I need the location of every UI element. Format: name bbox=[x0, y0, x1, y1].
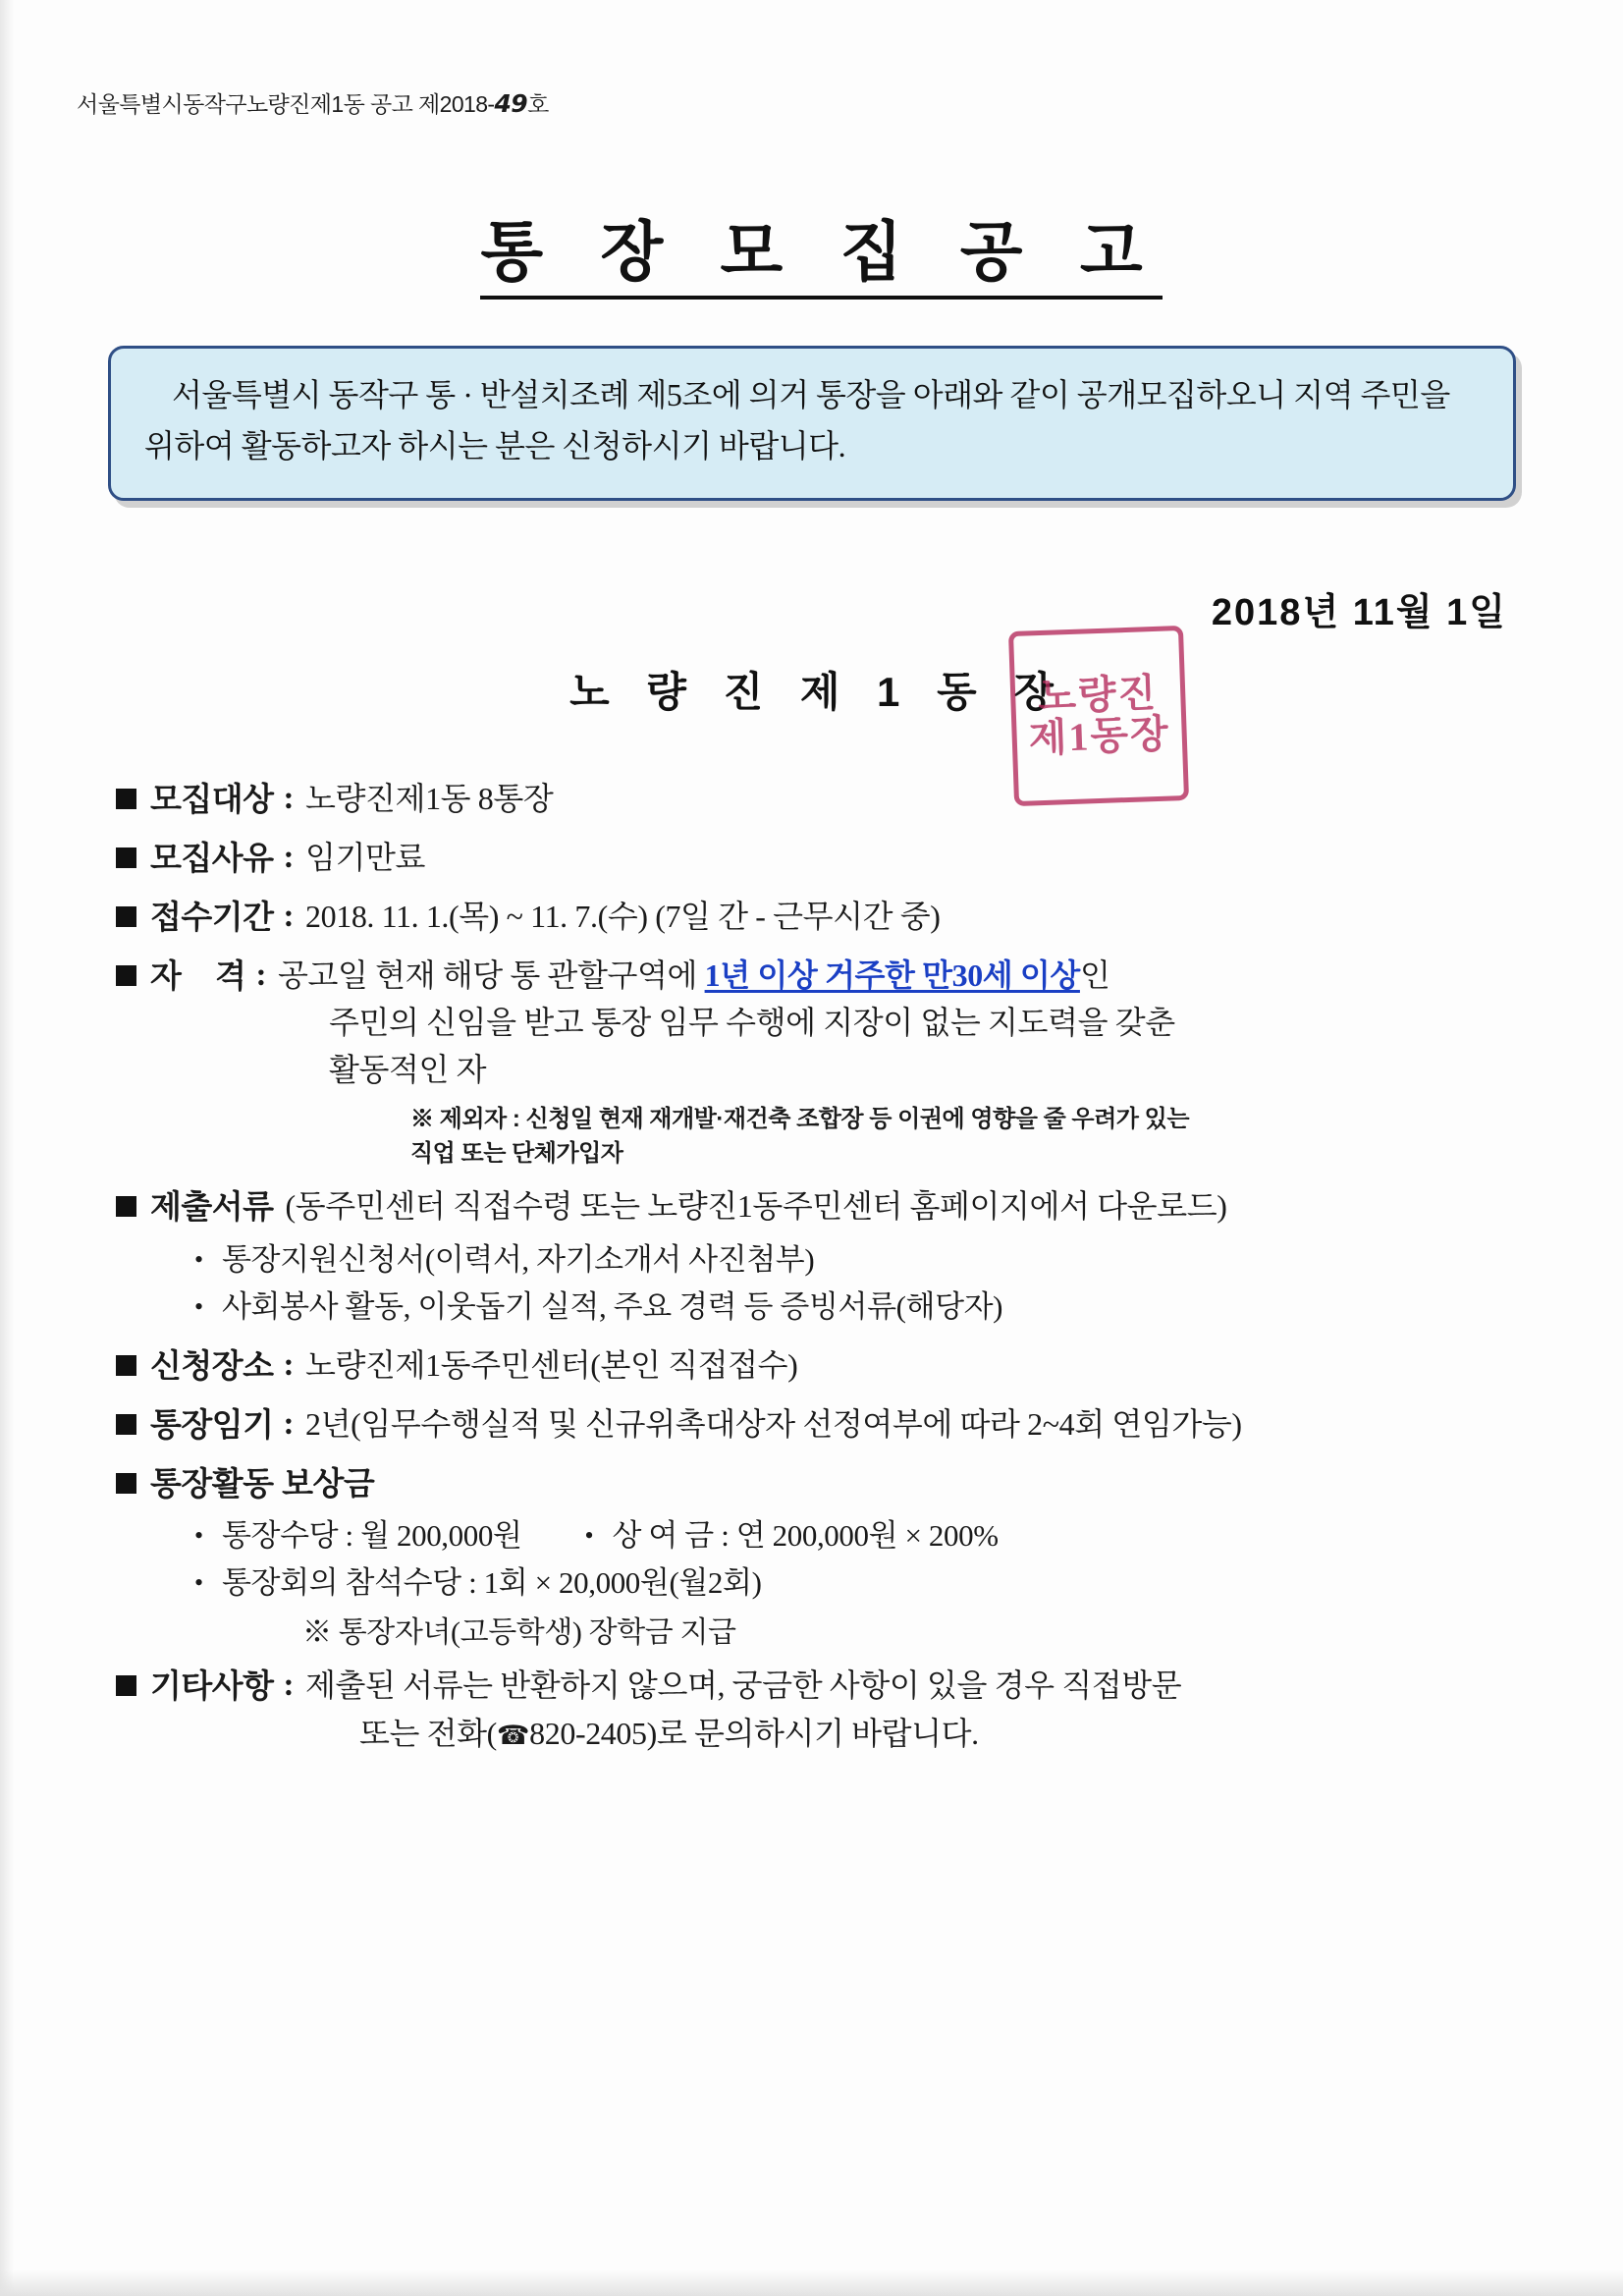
bullet-square-icon bbox=[116, 1414, 136, 1435]
bullet-square-icon bbox=[116, 1196, 136, 1217]
qualification-pre: 공고일 현재 해당 통 관할구역에 bbox=[277, 957, 705, 993]
item-colon: : bbox=[283, 1346, 295, 1383]
item-value: 노량진제1동주민센터(본인 직접접수) bbox=[305, 1346, 798, 1383]
qualification-highlight: 1년 이상 거주한 만30세 이상 bbox=[704, 957, 1080, 993]
item-recruit-target bbox=[116, 776, 1520, 823]
item-label: 접수기간 bbox=[150, 898, 274, 935]
seal-line-2: 제1동장 bbox=[1028, 711, 1171, 761]
item-colon: : bbox=[283, 1667, 295, 1703]
phone-icon: ☎ bbox=[496, 1721, 530, 1752]
item-label: 통장임기 bbox=[150, 1405, 274, 1443]
item-colon: : bbox=[283, 898, 295, 934]
bullet-square-icon bbox=[116, 1473, 136, 1494]
item-value: 2018. 11. 1.(목) ~ 11. 7.(수) (7일 간 - 근무시간 중) bbox=[305, 898, 941, 934]
compensation-pay-row bbox=[194, 1512, 1520, 1559]
scan-edge-bottom bbox=[0, 2270, 1623, 2296]
qualification-post: 인 bbox=[1079, 957, 1110, 993]
item-value: 임기만료 bbox=[305, 839, 426, 875]
notice-text: 서울특별시 동작구 통 · 반설치조례 제5조에 의거 통장을 아래와 같이 공개모집하오니 지역 주민을 위하여 활동하고자 하시는 분은 신청하시기 바랍니다. bbox=[144, 377, 1450, 464]
item-required-documents bbox=[116, 1183, 1520, 1331]
item-value: 2년(임무수행실적 및 신규위촉대상자 선정여부에 따라 2~4회 연임가능) bbox=[305, 1405, 1242, 1442]
list-item: • 사회봉사 활동, 이웃돕기 실적, 주요 경력 등 증빙서류(해당자) bbox=[194, 1284, 1520, 1331]
compensation-sub-note: ※ 통장자녀(고등학생) 장학금 지급 bbox=[302, 1615, 736, 1649]
item-label: 기타사항 bbox=[150, 1667, 274, 1704]
item-label: 모집대상 bbox=[150, 781, 274, 817]
item-application-place bbox=[116, 1342, 1520, 1390]
item-label: 통장활동 보상금 bbox=[150, 1464, 375, 1502]
issue-date: 2018년 11월 1일 bbox=[1211, 592, 1507, 633]
bullet-square-icon bbox=[116, 906, 136, 927]
item-colon: : bbox=[255, 957, 266, 993]
other-notes-line-2 bbox=[359, 1709, 1520, 1754]
page-title-text: 통 장 모 집 공 고 bbox=[480, 215, 1162, 300]
required-documents-note: (동주민센터 직접수령 또는 노량진1동주민센터 홈페이지에서 다운로드) bbox=[285, 1187, 1227, 1224]
required-documents-list bbox=[194, 1236, 1520, 1331]
qualification-exclusion-line-1: ※ 제외자 : 신청일 현재 재개발·재건축 조합장 등 이권에 영향을 줄 우려가 있는 bbox=[410, 1106, 1190, 1133]
item-label: 자 격 bbox=[150, 957, 246, 994]
document-number-prefix: 서울특별시동작구노량진제1동 공고 제2018- bbox=[77, 91, 495, 117]
item-other-notes bbox=[116, 1663, 1520, 1755]
other-notes-pre: 또는 전화( bbox=[359, 1716, 497, 1752]
item-value bbox=[278, 953, 1110, 998]
item-value: 제출된 서류는 반환하지 않으며, 궁금한 사항이 있을 경우 직접방문 bbox=[305, 1667, 1182, 1703]
compensation-list bbox=[194, 1512, 1520, 1650]
bullet-square-icon bbox=[116, 789, 136, 809]
item-recruit-reason bbox=[116, 835, 1520, 882]
bullet-square-icon bbox=[116, 1355, 136, 1376]
list-item: • 통장회의 참석수당 : 1회 × 20,000원(월2회) bbox=[194, 1559, 1520, 1607]
item-label: 신청장소 bbox=[150, 1346, 274, 1384]
scan-edge-left bbox=[0, 0, 14, 2296]
document-number bbox=[77, 86, 549, 119]
item-colon: : bbox=[283, 781, 295, 816]
bullet-square-icon bbox=[116, 965, 136, 986]
list-item: • 통장수당 : 월 200,000원 bbox=[194, 1512, 522, 1559]
notice-box bbox=[108, 346, 1516, 501]
page-title bbox=[0, 199, 1623, 293]
document-number-suffix: 호 bbox=[527, 91, 549, 117]
list-item: • 상 여 금 : 연 200,000원 × 200% bbox=[585, 1512, 999, 1559]
item-term-of-office bbox=[116, 1401, 1520, 1449]
item-label: 제출서류 bbox=[150, 1187, 274, 1225]
other-notes-phone: 820-2405 bbox=[529, 1716, 647, 1752]
item-application-period bbox=[116, 894, 1520, 941]
bullet-square-icon bbox=[116, 1675, 136, 1696]
other-notes-post: )로 문의하시기 바랍니다. bbox=[646, 1716, 979, 1752]
item-compensation bbox=[116, 1460, 1520, 1651]
qualification-exclusion-line-2: 직업 또는 단체가입자 bbox=[410, 1140, 623, 1168]
document-body bbox=[116, 776, 1520, 1766]
item-qualification bbox=[116, 953, 1520, 1172]
qualification-line-3: 활동적인 자 bbox=[329, 1052, 487, 1088]
item-colon: : bbox=[283, 839, 295, 875]
item-colon: : bbox=[283, 1405, 295, 1442]
issuer-name: 노 량 진 제 1 동 장 bbox=[569, 669, 1066, 715]
bullet-square-icon bbox=[116, 847, 136, 868]
qualification-line-2: 주민의 신임을 받고 통장 임무 수행에 지장이 없는 지도력을 갖춘 bbox=[329, 1005, 1175, 1041]
list-item: • 통장지원신청서(이력서, 자기소개서 사진첨부) bbox=[194, 1236, 1520, 1284]
document-number-handwritten: 49 bbox=[494, 89, 528, 118]
seal-line-1: 노량진 bbox=[1037, 670, 1159, 720]
item-label: 모집사유 bbox=[150, 839, 274, 876]
item-value: 노량진제1동 8통장 bbox=[305, 781, 554, 816]
